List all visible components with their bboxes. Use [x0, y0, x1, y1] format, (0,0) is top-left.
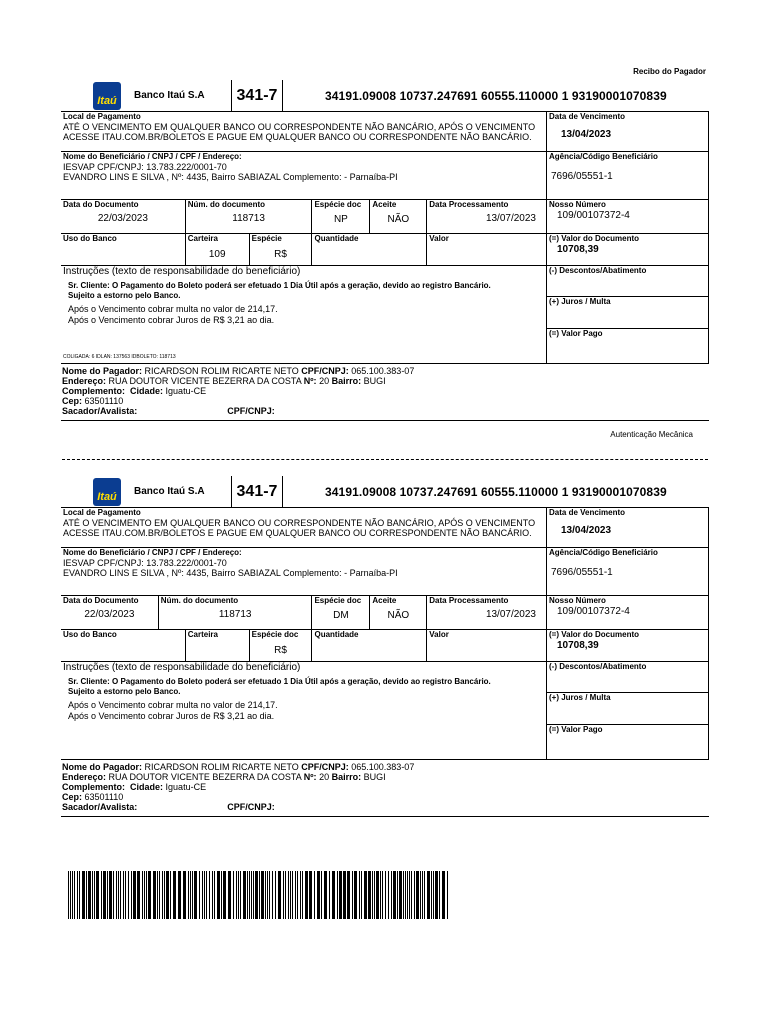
- barcode-bar: [420, 871, 421, 919]
- barcode-bar: [407, 871, 408, 919]
- valor: Valor: [426, 630, 546, 661]
- barcode-bar: [142, 871, 143, 919]
- barcode-bar: [253, 871, 254, 919]
- boleto-slip-ficha: [61, 476, 709, 817]
- barcode-bar: [391, 871, 392, 919]
- barcode-bar: [157, 871, 158, 919]
- data-processamento: Data Processamento 13/07/2023: [426, 200, 546, 233]
- barcode-bar: [269, 871, 270, 919]
- barcode-bar: [214, 871, 215, 919]
- barcode-bar: [267, 871, 268, 919]
- linha-digitavel: 34191.09008 10737.247691 60555.110000 1 93190001070839: [325, 485, 667, 499]
- local-pagamento: Local de Pagamento ATÉ O VENCIMENTO EM QUALQUER BANCO OU CORRESPONDENTE NÃO BANCÁRIO, APÓS O VENCIMENTO ACESSE ITAU.COM.BR/BOLETOS E PAGUE EM QUALQUER BANCO OU CORRESPONDENTE NÃO BANCÁRIO.: [63, 112, 536, 142]
- barcode-bar: [332, 871, 335, 919]
- coligada-info: COLIGADA: 6 IDLAN: 137563 IDBOLETO: 118713: [63, 354, 176, 360]
- itau-logo-icon: Itaú: [93, 82, 121, 110]
- pagador-block: Nome do Pagador: RICARDSON ROLIM RICARTE NETO CPF/CNPJ: 065.100.383-07 Endereço: RUA DOUTOR VICENTE BEZERRA DA COSTA Nº: 20 Bairro: BUGI Complemento: Cidade: Iguatu-CE Cep: 63501110 Sacador/Avalista: CPF/CNPJ:: [61, 364, 709, 421]
- barcode-bar: [309, 871, 312, 919]
- barcode-bar: [190, 871, 191, 919]
- barcode-bar: [72, 871, 73, 919]
- barcode-bar: [153, 871, 156, 919]
- barcode-bar: [178, 871, 181, 919]
- juros-multa: (+) Juros / Multa: [547, 297, 708, 329]
- especie-doc: Espécie doc DM: [311, 596, 369, 629]
- barcode-bar: [324, 871, 327, 919]
- cut-line: [62, 459, 708, 460]
- data-vencimento: Data de Vencimento 13/04/2023: [546, 508, 708, 547]
- barcode-bar: [116, 871, 117, 919]
- barcode-bar: [101, 871, 102, 919]
- barcode-bar: [352, 871, 353, 919]
- num-documento: Núm. do documento 118713: [158, 596, 312, 629]
- quantidade: Quantidade: [311, 234, 426, 265]
- barcode-bar: [221, 871, 222, 919]
- barcode-bar: [247, 871, 248, 919]
- barcode-bar: [243, 871, 246, 919]
- barcode-bar: [275, 871, 276, 919]
- slip-header: [61, 476, 709, 508]
- barcode-bar: [290, 871, 291, 919]
- barcode-bar: [74, 871, 75, 919]
- barcode-bar: [107, 871, 108, 919]
- barcode-bar: [77, 871, 78, 919]
- barcode-bar: [433, 871, 434, 919]
- bank-name: Banco Itaú S.A: [134, 90, 205, 101]
- quantidade: Quantidade: [311, 630, 426, 661]
- barcode-bar: [411, 871, 412, 919]
- barcode-bar: [372, 871, 373, 919]
- barcode-bar: [166, 871, 169, 919]
- carteira: Carteira: [185, 630, 249, 661]
- boleto-slip-recibo: [61, 80, 709, 421]
- linha-digitavel: 34191.09008 10737.247691 60555.110000 1 93190001070839: [325, 89, 667, 103]
- barcode-bar: [131, 871, 132, 919]
- uso-banco: Uso do Banco: [63, 630, 117, 639]
- bank-code: 341-7: [231, 80, 283, 112]
- barcode-bar: [212, 871, 213, 919]
- nosso-numero: Nosso Número 109/00107372-4: [546, 596, 708, 629]
- barcode-bar: [240, 871, 241, 919]
- valor-pago: (=) Valor Pago: [549, 725, 603, 734]
- barcode-bar: [317, 871, 320, 919]
- especie: Espécie doc R$: [249, 630, 312, 661]
- barcode-bar: [343, 871, 346, 919]
- barcode-bar: [382, 871, 383, 919]
- barcode-bar: [183, 871, 186, 919]
- num-documento: Núm. do documento 118713: [185, 200, 312, 233]
- barcode-bar: [399, 871, 402, 919]
- barcode-bar: [118, 871, 119, 919]
- data-vencimento: Data de Vencimento 13/04/2023: [546, 112, 708, 151]
- barcode-bar: [261, 871, 264, 919]
- barcode-bar: [314, 871, 315, 919]
- barcode-bar: [285, 871, 286, 919]
- agencia-codigo: Agência/Código Beneficiário 7696/05551-1: [546, 152, 708, 199]
- barcode-bar: [278, 871, 281, 919]
- barcode-bar: [354, 871, 357, 919]
- barcode-bar: [435, 871, 438, 919]
- valor-documento: (=) Valor do Documento 10708,39: [546, 234, 708, 265]
- barcode-bar: [170, 871, 171, 919]
- barcode-bar: [329, 871, 330, 919]
- barcode-bar: [88, 871, 91, 919]
- barcode-bar: [414, 871, 415, 919]
- data-documento: Data do Documento 22/03/2023: [63, 596, 139, 620]
- barcode-bar: [302, 871, 303, 919]
- barcode-bar: [397, 871, 398, 919]
- barcode-bar: [144, 871, 145, 919]
- bank-name: Banco Itaú S.A: [134, 486, 205, 497]
- barcode-bar: [439, 871, 440, 919]
- barcode-bar: [292, 871, 293, 919]
- barcode-bar: [409, 871, 410, 919]
- barcode-bar: [148, 871, 151, 919]
- itau-logo-icon: Itaú: [93, 478, 121, 506]
- barcode-bar: [206, 871, 207, 919]
- barcode-bar: [447, 871, 448, 919]
- data-processamento: Data Processamento 13/07/2023: [426, 596, 546, 629]
- barcode-bar: [376, 871, 379, 919]
- barcode-bar: [424, 871, 425, 919]
- autenticacao-mecanica: Autenticação Mecânica: [610, 430, 693, 439]
- barcode-bar: [92, 871, 93, 919]
- barcode-bar: [405, 871, 406, 919]
- valor-documento: (=) Valor do Documento 10708,39: [546, 630, 708, 661]
- barcode-bar: [123, 871, 124, 919]
- data-documento: Data do Documento 22/03/2023: [63, 200, 148, 224]
- barcode-bar: [442, 871, 445, 919]
- barcode-bar: [204, 871, 205, 919]
- barcode-bar: [380, 871, 381, 919]
- barcode-bar: [321, 871, 322, 919]
- bank-code: 341-7: [231, 476, 283, 508]
- barcode-bar: [103, 871, 106, 919]
- barcode-bar: [192, 871, 193, 919]
- barcode-bar: [422, 871, 423, 919]
- barcode-bar: [431, 871, 432, 919]
- barcode-bar: [209, 871, 210, 919]
- barcode-bar: [393, 871, 396, 919]
- barcode-bar: [79, 871, 80, 919]
- barcode-bar: [238, 871, 239, 919]
- barcode-bar: [305, 871, 308, 919]
- barcode-bar: [259, 871, 260, 919]
- barcode-bar: [374, 871, 375, 919]
- barcode-bar: [283, 871, 284, 919]
- barcode-bar: [173, 871, 176, 919]
- barcode-bar: [194, 871, 197, 919]
- barcode-bar: [233, 871, 234, 919]
- uso-banco: Uso do Banco: [63, 234, 117, 243]
- barcode-bar: [70, 871, 71, 919]
- barcode-bar: [217, 871, 220, 919]
- especie: Espécie R$: [249, 234, 312, 265]
- local-pagamento: Local de Pagamento ATÉ O VENCIMENTO EM QUALQUER BANCO OU CORRESPONDENTE NÃO BANCÁRIO, APÓS O VENCIMENTO ACESSE ITAU.COM.BR/BOLETOS E PAGUE EM QUALQUER BANCO OU CORRESPONDENTE NÃO BANCÁRIO.: [63, 508, 536, 538]
- barcode-bar: [361, 871, 362, 919]
- barcode-bar: [96, 871, 99, 919]
- barcode-bar: [388, 871, 389, 919]
- barcode-bar: [125, 871, 126, 919]
- especie-doc: Espécie doc NP: [311, 200, 369, 233]
- valor-pago: (=) Valor Pago: [549, 329, 603, 338]
- barcode-bar: [109, 871, 112, 919]
- pagador-block: Nome do Pagador: RICARDSON ROLIM RICARTE NETO CPF/CNPJ: 065.100.383-07 Endereço: RUA DOUTOR VICENTE BEZERRA DA COSTA Nº: 20 Bairro: BUGI Complemento: Cidade: Iguatu-CE Cep: 63501110 Sacador/Avalista: CPF/CNPJ:: [61, 760, 709, 817]
- barcode-bar: [236, 871, 237, 919]
- descontos: (-) Descontos/Abatimento: [547, 266, 708, 297]
- barcode-bar: [133, 871, 136, 919]
- barcode-bar: [337, 871, 338, 919]
- carteira: Carteira 109: [185, 234, 249, 265]
- barcode-bar: [228, 871, 231, 919]
- barcode-bar: [288, 871, 289, 919]
- barcode-bar: [159, 871, 160, 919]
- barcode-bar: [86, 871, 87, 919]
- barcode-bar: [199, 871, 200, 919]
- barcode-bar: [364, 871, 367, 919]
- barcode-bar: [162, 871, 163, 919]
- barcode-bar: [416, 871, 419, 919]
- barcode-bar: [68, 871, 69, 919]
- barcode-bar: [368, 871, 371, 919]
- barcode-bar: [128, 871, 129, 919]
- barcode-bar: [427, 871, 430, 919]
- barcode-bar: [403, 871, 404, 919]
- barcode-bar: [223, 871, 226, 919]
- slip-grid: [61, 112, 709, 364]
- beneficiario: Nome do Beneficiário / CNPJ / CPF / Endereço: IESVAP CPF/CNPJ: 13.783.222/0001-70 EVANDRO LINS E SILVA , Nº: 4435, Bairro SABIAZAL Complemento: - Parnaíba-PI: [63, 152, 398, 182]
- barcode-bar: [202, 871, 203, 919]
- barcode-bar: [94, 871, 95, 919]
- barcode-bar: [251, 871, 252, 919]
- descontos: (-) Descontos/Abatimento: [547, 662, 708, 693]
- slip-header: [61, 80, 709, 112]
- barcode-bar: [300, 871, 301, 919]
- aceite: Aceite NÃO: [369, 200, 426, 233]
- barcode-bar: [297, 871, 298, 919]
- valor: Valor: [426, 234, 546, 265]
- recibo-pagador-title: Recibo do Pagador: [633, 67, 706, 76]
- barcode-bar: [339, 871, 342, 919]
- barcode-bar: [113, 871, 114, 919]
- barcode-bar: [164, 871, 165, 919]
- barcode-bar: [137, 871, 140, 919]
- instrucoes: Instruções (texto de responsabilidade do beneficiário) Sr. Cliente: O Pagamento do Boleto poderá ser efetuado 1 Dia Útil após a geração, devido ao registro Bancário. Sujeito a estorno pelo Banco. Após o Vencimento cobrar multa no valor de 214,17. Após o Vencimento cobrar Juros de R$ 3,21 ao dia. COLIGADA: 6 IDLAN: 137563 IDBOLETO: 118713: [63, 266, 491, 360]
- instrucoes: Instruções (texto de responsabilidade do beneficiário) Sr. Cliente: O Pagamento do Boleto poderá ser efetuado 1 Dia Útil após a geração, devido ao registro Bancário. Sujeito a estorno pelo Banco. Após o Vencimento cobrar multa no valor de 214,17. Após o Vencimento cobrar Juros de R$ 3,21 ao dia.: [63, 662, 491, 721]
- agencia-codigo: Agência/Código Beneficiário 7696/05551-1: [546, 548, 708, 595]
- barcode-bar: [249, 871, 250, 919]
- barcode-icon: [68, 871, 454, 919]
- nosso-numero: Nosso Número 109/00107372-4: [546, 200, 708, 233]
- barcode-bar: [255, 871, 258, 919]
- barcode-bar: [347, 871, 350, 919]
- aceite: Aceite NÃO: [369, 596, 426, 629]
- barcode-bar: [82, 871, 85, 919]
- barcode-bar: [265, 871, 266, 919]
- barcode-bar: [385, 871, 386, 919]
- barcode-bar: [120, 871, 121, 919]
- barcode-bar: [272, 871, 273, 919]
- barcode-bar: [359, 871, 360, 919]
- barcode-bar: [188, 871, 189, 919]
- slip-grid: [61, 508, 709, 760]
- barcode-bar: [295, 871, 296, 919]
- barcode-bar: [146, 871, 147, 919]
- juros-multa: (+) Juros / Multa: [547, 693, 708, 725]
- beneficiario: Nome do Beneficiário / CNPJ / CPF / Endereço: IESVAP CPF/CNPJ: 13.783.222/0001-70 EVANDRO LINS E SILVA , Nº: 4435, Bairro SABIAZAL Complemento: - Parnaíba-PI: [63, 548, 398, 578]
